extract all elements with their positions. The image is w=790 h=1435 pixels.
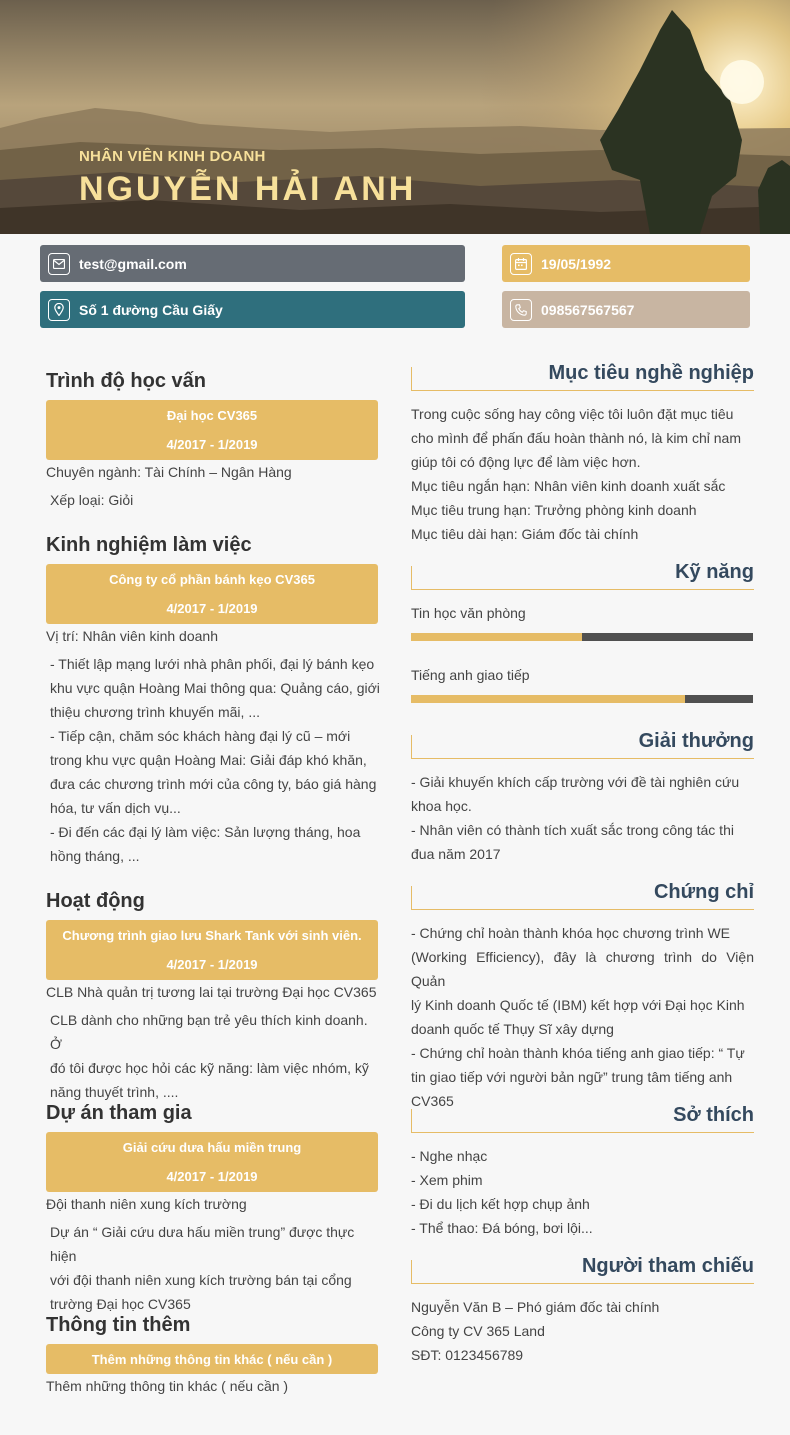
objective-line: Mục tiêu dài hạn: Giám đốc tài chính [411,526,639,542]
skills-heading-label: Kỹ năng [675,561,754,583]
education-rank: Xếp loại: Giỏi [50,492,134,508]
calendar-icon [510,253,532,275]
projects-heading: Dự án tham gia [46,1102,192,1124]
awards-text [411,770,754,866]
awards-heading-label: Giải thưởng [638,730,754,752]
award-line: - Giải khuyến khích cấp trường với đề tài nghiên cứu [411,774,740,790]
detail-line: CLB dành cho những bạn trẻ yêu thích kinh doanh. Ở [50,1012,368,1052]
experience-details [50,652,380,868]
education-box [46,400,378,460]
education-school: Đại học CV365 [166,408,258,423]
projects-details [50,1220,380,1316]
education-heading: Trình độ học vấn [46,370,207,392]
activities-period: 4/2017 - 1/2019 [166,957,258,972]
certificates-heading [411,881,754,910]
projects-period: 4/2017 - 1/2019 [166,1169,258,1184]
phone-value: 098567567567 [541,301,635,318]
awards-heading [411,730,754,759]
address-value: Số 1 đường Cầu Giấy [79,301,223,318]
detail-line: hồng tháng, ... [50,848,140,864]
certificate-line: doanh quốc tế Thụy Sĩ xây dựng [411,1021,614,1037]
objective-line: Trong cuộc sống hay công việc tôi luôn đặt mục tiêu [411,406,734,422]
skill-bar-office [411,633,753,641]
references-text [411,1295,754,1367]
birthday-value: 19/05/1992 [541,255,612,272]
skill-name-office: Tin học văn phòng [411,605,526,621]
projects-box [46,1132,378,1192]
objective-line: cho mình để phấn đấu hoàn thành nó, là kim chỉ nam [411,430,741,446]
skill-fill [411,695,685,703]
extra-heading: Thông tin thêm [46,1314,191,1336]
activities-box [46,920,378,980]
certificate-line: CV365 [411,1093,454,1109]
phone-icon [510,299,532,321]
skill-name-english: Tiếng anh giao tiếp [411,667,530,683]
detail-line: thiệu chương trình khuyến mãi, ... [50,704,260,720]
activities-details [50,1008,380,1104]
certificate-line: (Working Efficiency), đây là chương trình do Viện Quản [411,949,754,989]
detail-line: hóa, tư vấn dịch vụ... [50,800,181,816]
objective-text [411,402,754,546]
certificate-line: - Chứng chỉ hoàn thành khóa tiếng anh giao tiếp: “ Tự [411,1045,745,1061]
certificate-line: - Chứng chỉ hoàn thành khóa học chương trình WE [411,925,730,941]
detail-line: năng thuyết trình, .... [50,1084,179,1100]
award-line: khoa học. [411,798,472,814]
experience-period: 4/2017 - 1/2019 [166,601,258,616]
award-line: đua năm 2017 [411,846,501,862]
skill-fill [411,633,582,641]
email-value: test@gmail.com [79,255,187,272]
objective-line: Mục tiêu ngắn hạn: Nhân viên kinh doanh xuất sắc [411,478,726,494]
certificates-heading-label: Chứng chỉ [653,881,754,903]
certificate-line: tin giao tiếp với người bản ngữ” trung tâm tiếng anh [411,1069,733,1085]
skills-heading [411,561,754,590]
objective-line: Mục tiêu trung hạn: Trưởng phòng kinh doanh [411,502,697,518]
hobby-line: - Thể thao: Đá bóng, bơi lội... [411,1220,593,1236]
objective-line: giúp tôi có động lực để làm việc hơn. [411,454,641,470]
extra-box-label: Thêm những thông tin khác ( nếu cần ) [91,1352,333,1367]
hobby-line: - Xem phim [411,1172,483,1188]
detail-line: đưa các chương trình mới của công ty, báo giá hàng [50,776,377,792]
map-pin-icon [48,299,70,321]
hobbies-heading [411,1104,754,1133]
reference-line: SĐT: 0123456789 [411,1347,524,1363]
hobbies-heading-label: Sở thích [673,1104,754,1126]
experience-position: Vị trí: Nhân viên kinh doanh [46,628,218,644]
projects-name: Giải cứu dưa hấu miền trung [122,1140,302,1155]
education-period: 4/2017 - 1/2019 [166,437,258,452]
birthday-bar [502,245,750,282]
detail-line: trường Đại học CV365 [50,1296,191,1312]
phone-bar[interactable] [502,291,750,328]
full-name: NGUYỄN HẢI ANH [79,170,417,208]
award-line: - Nhân viên có thành tích xuất sắc trong công tác thi [411,822,734,838]
experience-company: Công ty cổ phần bánh kẹo CV365 [109,572,315,587]
job-title: NHÂN VIÊN KINH DOANH [79,148,266,165]
skill-bar-english [411,695,753,703]
detail-line: - Tiếp cận, chăm sóc khách hàng đại lý cũ – mới [50,728,351,744]
email-bar[interactable] [40,245,465,282]
header-banner [0,0,790,234]
activities-role: CLB Nhà quản trị tương lai tại trường Đại học CV365 [46,984,377,1000]
experience-heading: Kinh nghiệm làm việc [46,534,252,556]
address-bar [40,291,465,328]
certificates-text [411,921,754,1113]
certificate-line: lý Kinh doanh Quốc tế (IBM) kết hợp với Đại học Kinh [411,997,745,1013]
hobby-line: - Nghe nhạc [411,1148,488,1164]
reference-line: Nguyễn Văn B – Phó giám đốc tài chính [411,1299,660,1315]
reference-line: Công ty CV 365 Land [411,1323,545,1339]
hobby-line: - Đi du lịch kết hợp chụp ảnh [411,1196,590,1212]
projects-role: Đội thanh niên xung kích trường [46,1196,247,1212]
detail-line: trong khu vực quận Hoàng Mai: Giải đáp khó khăn, [50,752,367,768]
activities-name: Chương trình giao lưu Shark Tank với sinh viên. [62,928,362,943]
experience-box [46,564,378,624]
detail-line: - Thiết lập mạng lưới nhà phân phối, đại lý bánh kẹo [50,656,375,672]
detail-line: - Đi đến các đại lý làm việc: Sản lượng tháng, hoa [50,824,361,840]
detail-line: khu vực quận Hoàng Mai thông qua: Quảng cáo, giới [50,680,380,696]
extra-text: Thêm những thông tin khác ( nếu cần ) [46,1378,289,1394]
detail-line: Dự án “ Giải cứu dưa hấu miền trung” được thực hiện [50,1224,355,1264]
extra-box [46,1344,378,1374]
detail-line: với đội thanh niên xung kích trường bán tại cổng [50,1272,352,1288]
detail-line: đó tôi được học hỏi các kỹ năng: làm việc nhóm, kỹ [50,1060,369,1076]
objective-heading-label: Mục tiêu nghề nghiệp [548,362,754,384]
references-heading-label: Người tham chiếu [581,1255,754,1277]
hobbies-text [411,1144,754,1240]
activities-heading: Hoạt động [46,890,145,912]
education-major: Chuyên ngành: Tài Chính – Ngân Hàng [46,464,292,480]
references-heading [411,1255,754,1284]
envelope-icon [48,253,70,275]
objective-heading [411,362,754,391]
